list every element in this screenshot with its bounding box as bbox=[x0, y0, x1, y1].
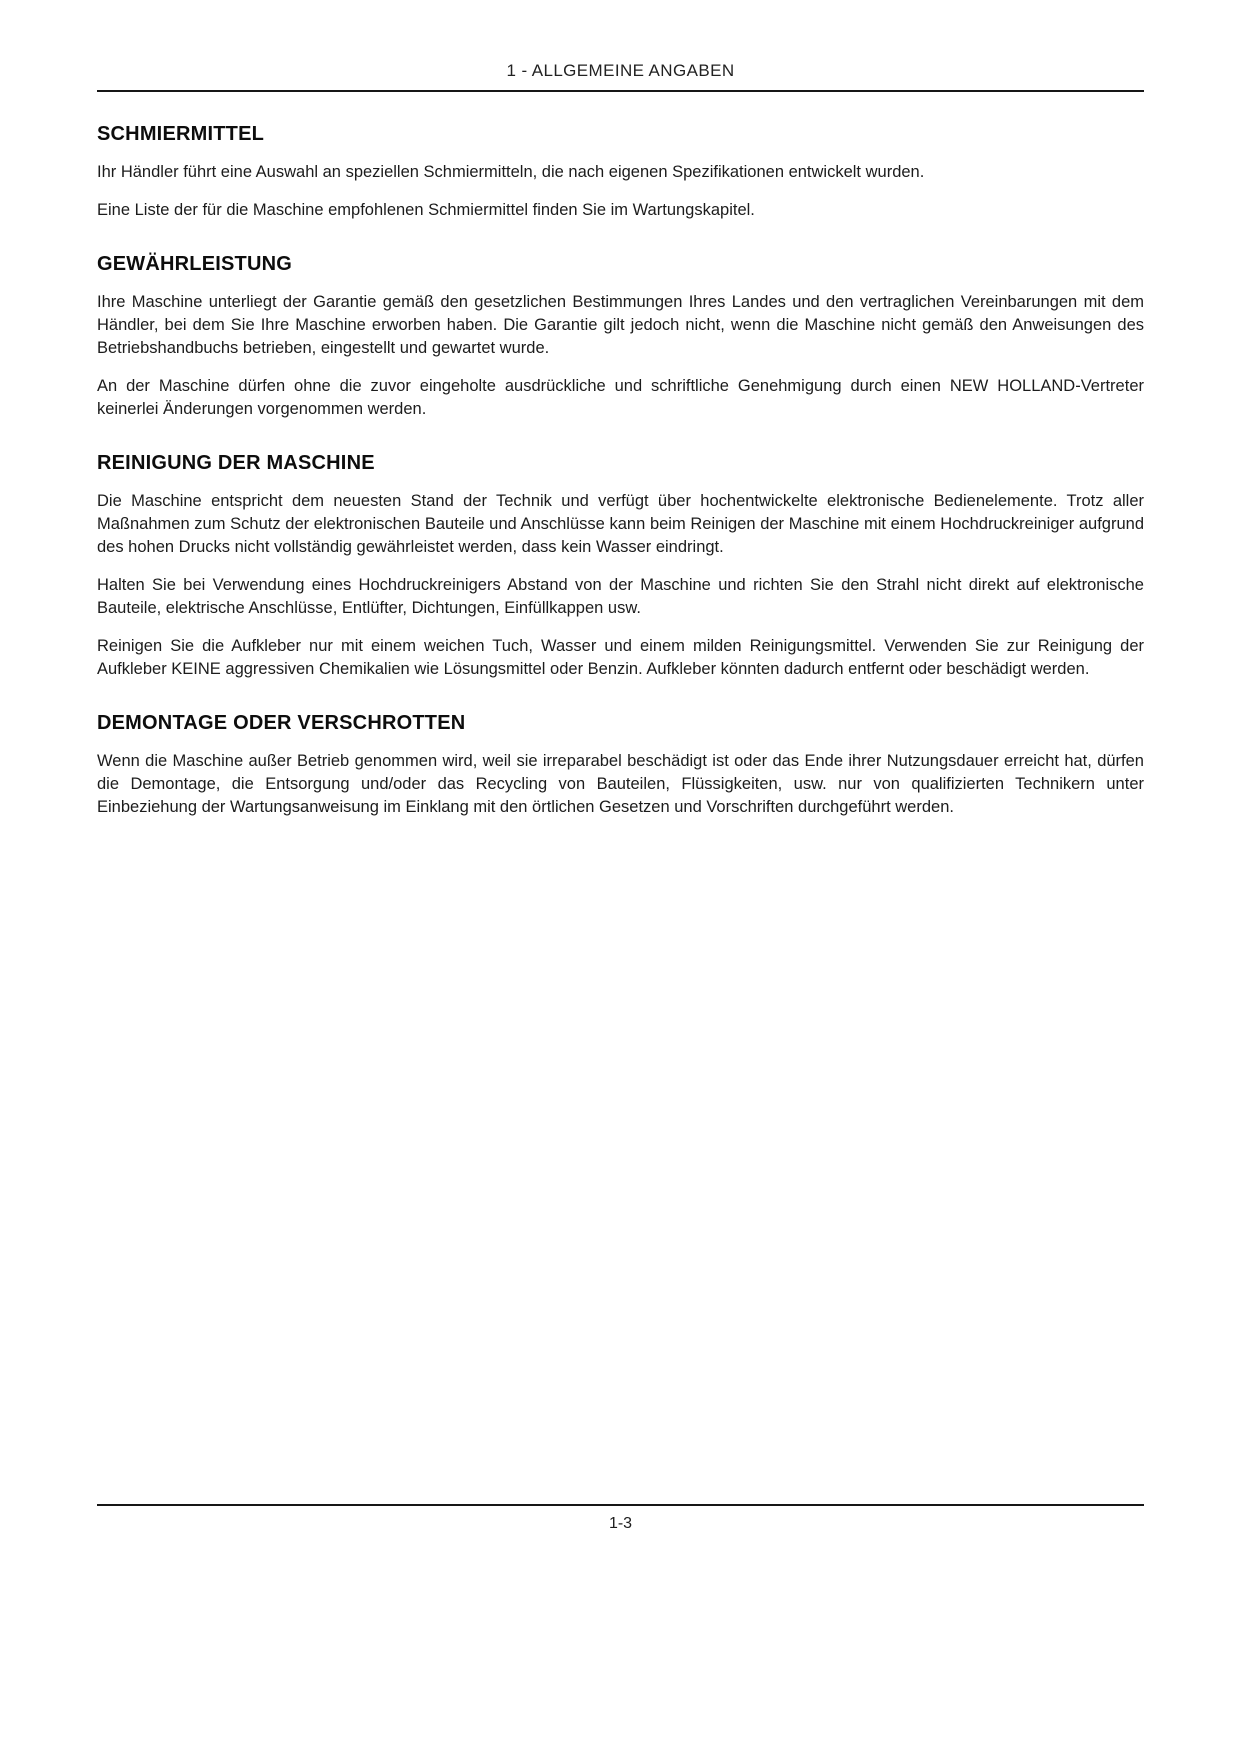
page-number: 1-3 bbox=[608, 1515, 633, 1532]
paragraph: Eine Liste der für die Maschine empfohlenen Schmiermittel finden Sie im Wartungskapitel. bbox=[97, 201, 755, 219]
header-rule bbox=[97, 90, 1144, 92]
section-schmiermittel bbox=[97, 123, 1144, 222]
section-heading: SCHMIERMITTEL bbox=[97, 123, 265, 145]
section-heading: DEMONTAGE ODER VERSCHROTTEN bbox=[97, 712, 466, 734]
page-footer bbox=[97, 1504, 1144, 1533]
paragraph: Die Maschine entspricht dem neuesten Stand der Technik und verfügt über hochentwickelte elektronische Bedienelemente. Trotz aller Maßnahmen zum Schutz der elektronischen Bauteile und Anschlüsse kann beim Reinigen der Maschine mit einem Hochdruckreiniger aufgrund des hohen Drucks nicht vollständig gewährleistet werden, dass kein Wasser eindringt. bbox=[97, 492, 1144, 556]
section-heading: REINIGUNG DER MASCHINE bbox=[97, 452, 375, 474]
section-demontage-oder-verschrotten bbox=[97, 712, 1144, 819]
chapter-header-title: 1 - ALLGEMEINE ANGABEN bbox=[506, 61, 735, 80]
section-reinigung-der-maschine bbox=[97, 452, 1144, 681]
paragraph: Reinigen Sie die Aufkleber nur mit einem weichen Tuch, Wasser und einem milden Reinigungsmittel. Verwenden Sie zur Reinigung der Aufkleber KEINE aggressiven Chemikalien wie Lösungsmittel oder Benzin. Aufkleber könnten dadurch entfernt oder beschädigt werden. bbox=[97, 637, 1144, 678]
paragraph: Ihre Maschine unterliegt der Garantie gemäß den gesetzlichen Bestimmungen Ihres Landes und den vertraglichen Vereinbarungen mit dem Händler, bei dem Sie Ihre Maschine erworben haben. Die Garantie gilt jedoch nicht, wenn die Maschine nicht gemäß den Anweisungen des Betriebshandbuchs betrieben, eingestellt und gewartet wurde. bbox=[97, 293, 1144, 357]
paragraph: Wenn die Maschine außer Betrieb genommen wird, weil sie irreparabel beschädigt ist oder das Ende ihrer Nutzungsdauer erreicht hat, dürfen die Demontage, die Entsorgung und/oder das Recycling von Bauteilen, Flüssigkeiten, usw. nur von qualifizierten Technikern unter Einbeziehung der Wartungsanweisung im Einklang mit den örtlichen Gesetzen und Vorschriften durchgeführt werden. bbox=[97, 752, 1144, 816]
section-gewaehrleistung bbox=[97, 253, 1144, 421]
paragraph: Ihr Händler führt eine Auswahl an speziellen Schmiermitteln, die nach eigenen Spezifikationen entwickelt wurden. bbox=[97, 163, 925, 181]
paragraph: An der Maschine dürfen ohne die zuvor eingeholte ausdrückliche und schriftliche Genehmigung durch einen NEW HOLLAND-Vertreter keinerlei Änderungen vorgenommen werden. bbox=[97, 377, 1144, 418]
page-content bbox=[97, 123, 1144, 819]
paragraph: Halten Sie bei Verwendung eines Hochdruckreinigers Abstand von der Maschine und richten Sie den Strahl nicht direkt auf elektronische Bauteile, elektrische Anschlüsse, Entlüfter, Dichtungen, Einfüllkappen usw. bbox=[97, 576, 1144, 617]
page-header bbox=[0, 0, 1241, 92]
footer-rule bbox=[97, 1504, 1144, 1506]
section-heading: GEWÄHRLEISTUNG bbox=[97, 253, 293, 275]
